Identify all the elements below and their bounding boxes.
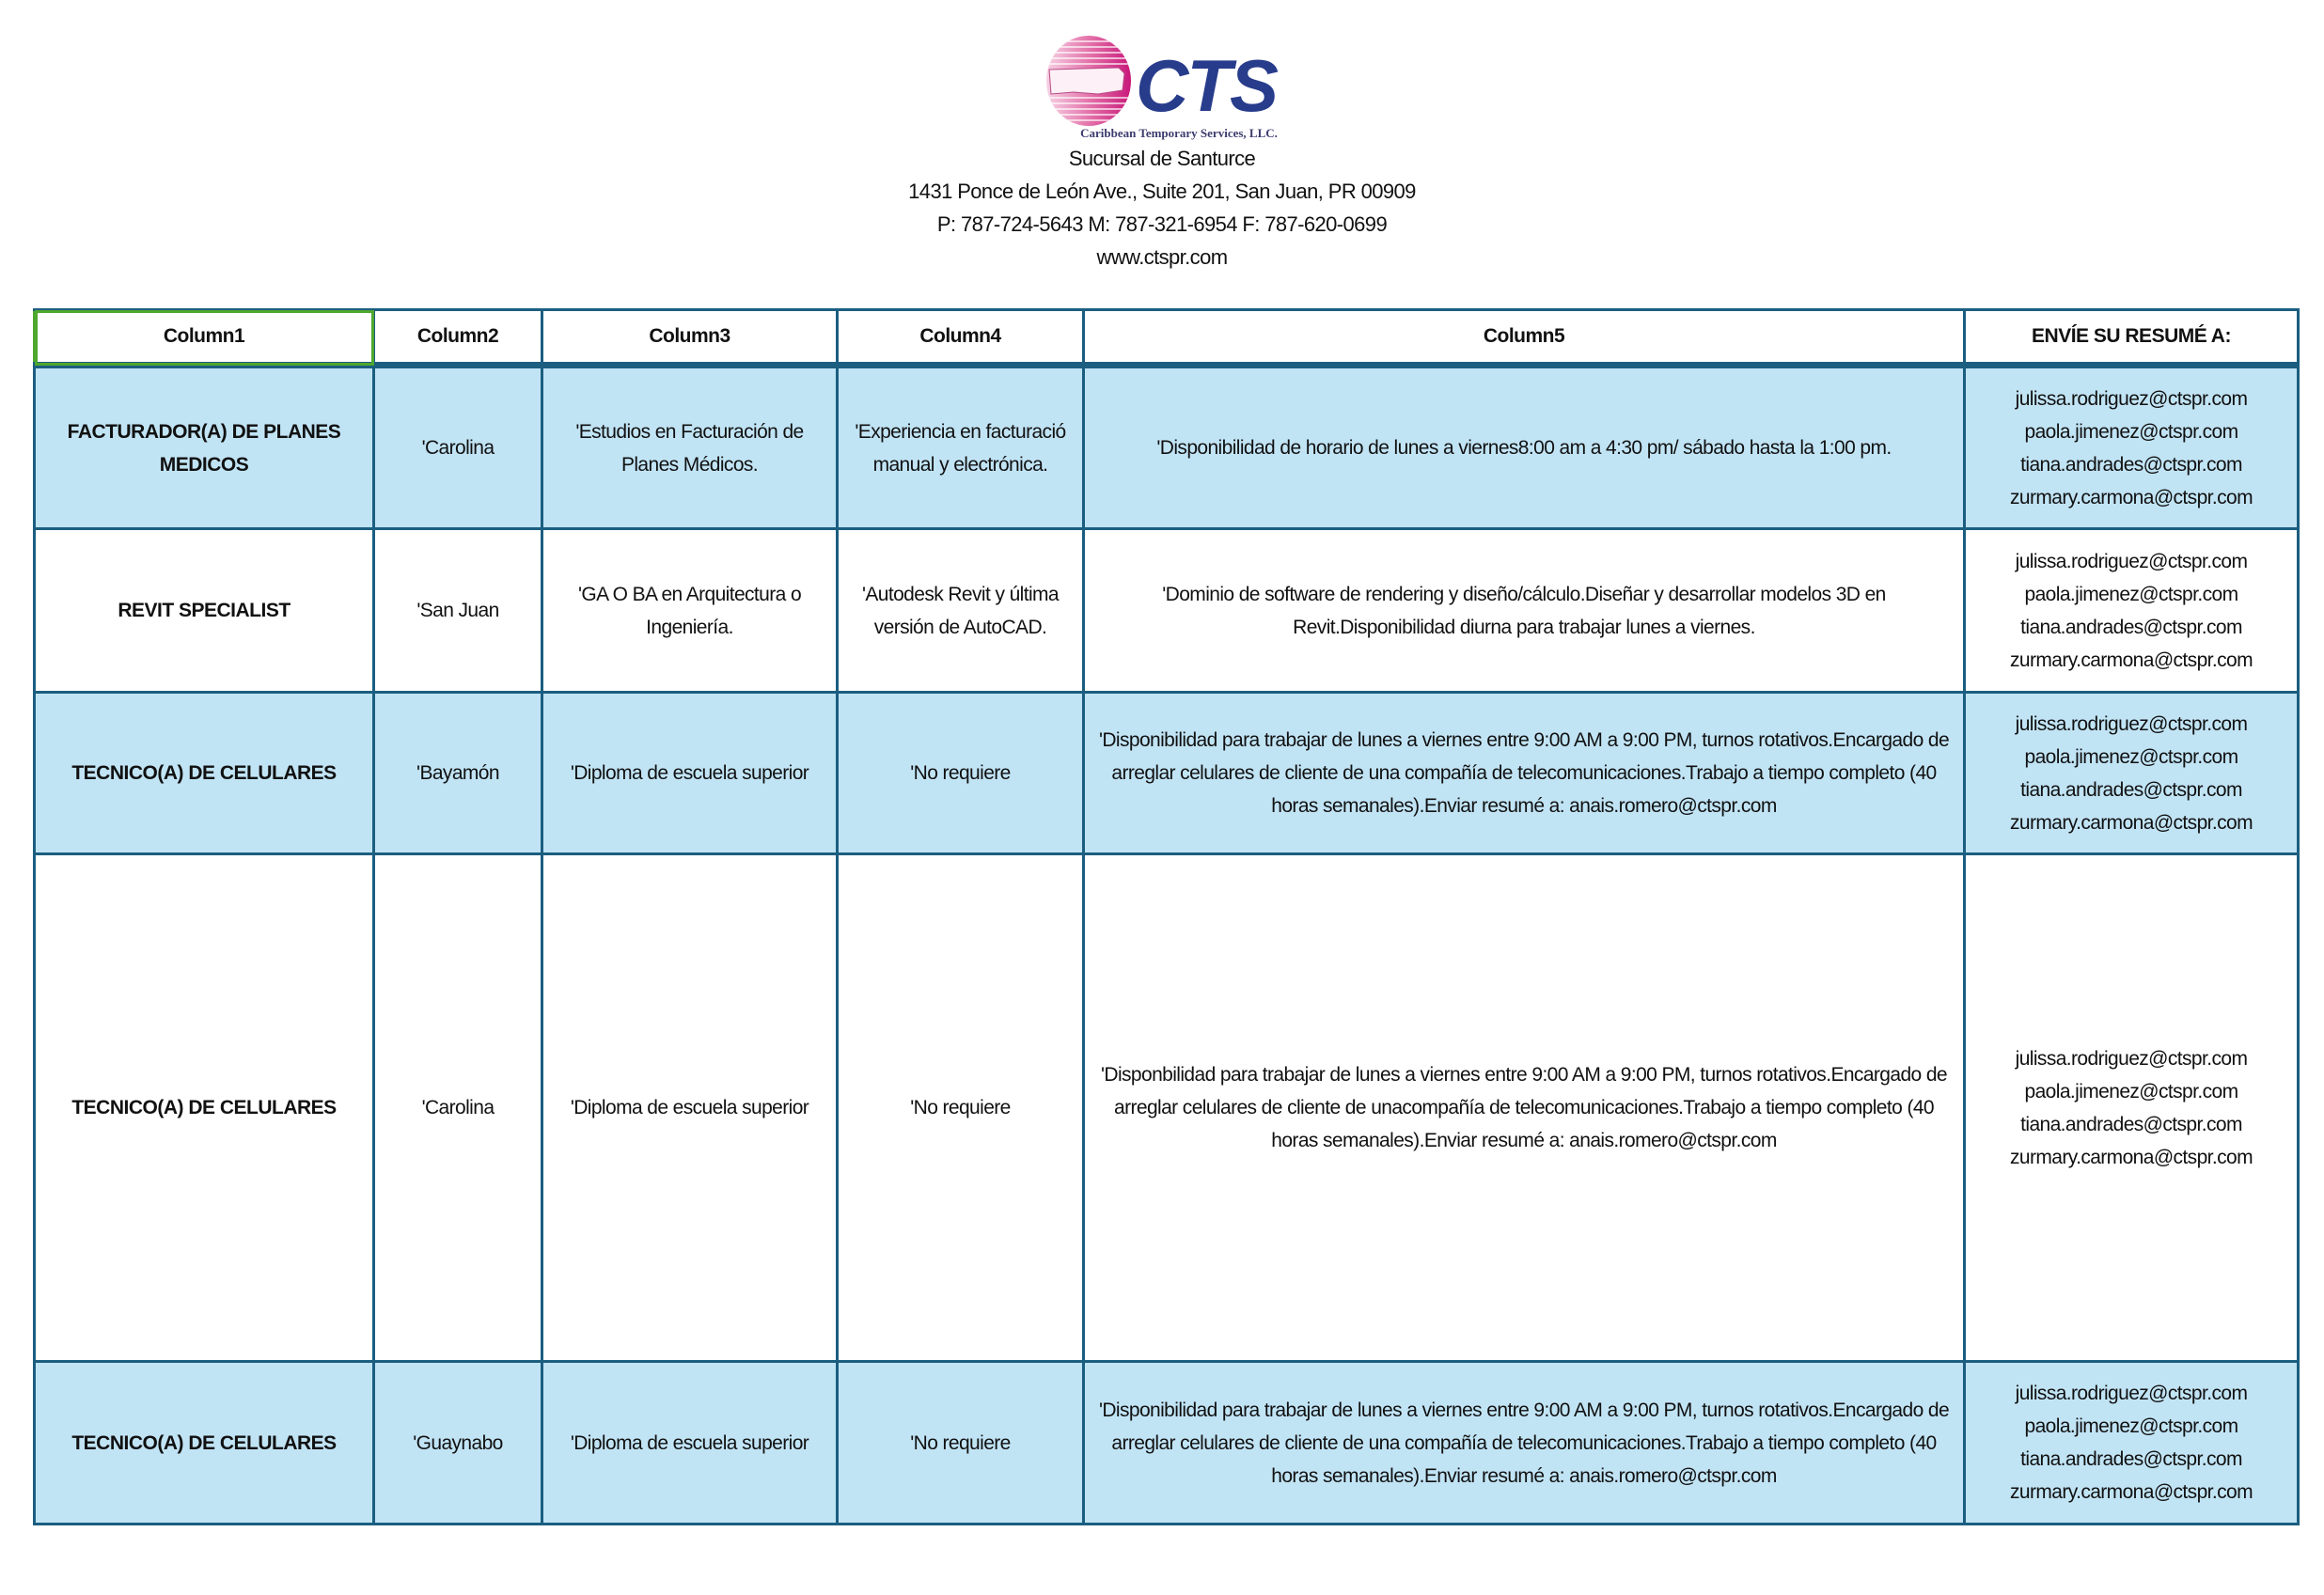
table-row <box>35 1362 2299 1525</box>
branch-address: 1431 Ponce de León Ave., Suite 201, San Juan, PR 00909 <box>908 180 1416 203</box>
cell-location[interactable]: 'Guaynabo <box>374 1362 542 1525</box>
svg-text:CTS: CTS <box>1136 44 1277 127</box>
cell-experience[interactable]: 'No requiere <box>838 1362 1084 1525</box>
cell-experience[interactable]: 'Autodesk Revit y última versión de AutoCAD. <box>838 529 1084 693</box>
cell-education[interactable]: 'Estudios en Facturación de Planes Médicos. <box>542 366 838 529</box>
cell-experience[interactable]: 'No requiere <box>838 854 1084 1362</box>
cell-location[interactable]: 'Bayamón <box>374 693 542 854</box>
cell-emails[interactable] <box>1965 1362 2299 1525</box>
table-row <box>35 529 2299 693</box>
cell-education[interactable]: 'Diploma de escuela superior <box>542 693 838 854</box>
contact-phones: P: 787-724-5643 M: 787-321-6954 F: 787-620-0699 <box>936 212 1388 236</box>
email-link[interactable]: tiana.andrades@ctspr.com <box>2020 616 2242 638</box>
header-column1[interactable]: Column1 <box>35 310 374 366</box>
email-link[interactable]: julissa.rodriguez@ctspr.com <box>2015 1383 2248 1404</box>
cell-experience[interactable]: 'No requiere <box>838 693 1084 854</box>
cell-details[interactable]: 'Disponbilidad para trabajar de lunes a viernes entre 9:00 AM a 9:00 PM, turnos rotativos.Encargado de arreglar celulares de cliente de unacompañía de telecomunicaciones.Trabajo a tiempo completo (40 horas semanales).Enviar resumé a: anais.romero@ctspr.com <box>1084 854 1965 1362</box>
cell-education[interactable]: 'Diploma de escuela superior <box>542 854 838 1362</box>
cell-location[interactable]: 'Carolina <box>374 366 542 529</box>
email-link[interactable]: paola.jimenez@ctspr.com <box>2024 583 2238 605</box>
cell-details[interactable]: 'Disponibilidad para trabajar de lunes a viernes entre 9:00 AM a 9:00 PM, turnos rotativos.Encargado de arreglar celulares de cliente de una compañía de telecomunicaciones.Trabajo a tiempo completo (40 horas semanales).Enviar resumé a: anais.romero@ctspr.com <box>1084 693 1965 854</box>
cell-emails[interactable] <box>1965 366 2299 529</box>
email-link[interactable]: zurmary.carmona@ctspr.com <box>2010 1146 2253 1168</box>
cell-position[interactable]: FACTURADOR(A) DE PLANES MEDICOS <box>35 366 374 529</box>
cell-emails[interactable] <box>1965 854 2299 1362</box>
email-link[interactable]: zurmary.carmona@ctspr.com <box>2010 486 2253 508</box>
header-send-resume[interactable]: ENVÍE SU RESUMÉ A: <box>1965 310 2299 366</box>
email-link[interactable]: paola.jimenez@ctspr.com <box>2024 1415 2238 1437</box>
cell-position[interactable]: TECNICO(A) DE CELULARES <box>35 854 374 1362</box>
email-link[interactable]: paola.jimenez@ctspr.com <box>2024 1080 2238 1102</box>
cell-position[interactable]: TECNICO(A) DE CELULARES <box>35 1362 374 1525</box>
email-link[interactable]: paola.jimenez@ctspr.com <box>2024 745 2238 768</box>
email-link[interactable]: julissa.rodriguez@ctspr.com <box>2015 1047 2248 1070</box>
company-tagline: Caribbean Temporary Services, LLC. <box>1080 126 1278 140</box>
email-link[interactable]: julissa.rodriguez@ctspr.com <box>2015 550 2248 572</box>
email-link[interactable]: zurmary.carmona@ctspr.com <box>2010 811 2253 834</box>
letterhead <box>0 0 2324 282</box>
email-link[interactable]: julissa.rodriguez@ctspr.com <box>2015 712 2248 735</box>
header-column3[interactable]: Column3 <box>542 310 838 366</box>
branch-name: Sucursal de Santurce <box>1068 147 1256 170</box>
cell-details[interactable]: 'Disponibilidad de horario de lunes a viernes8:00 am a 4:30 pm/ sábado hasta la 1:00 pm. <box>1084 366 1965 529</box>
header-column2[interactable]: Column2 <box>374 310 542 366</box>
email-link[interactable]: paola.jimenez@ctspr.com <box>2024 420 2238 443</box>
email-link[interactable]: tiana.andrades@ctspr.com <box>2020 1448 2242 1470</box>
table-row <box>35 854 2299 1362</box>
cell-education[interactable]: 'GA O BA en Arquitectura o Ingeniería. <box>542 529 838 693</box>
job-listings-table <box>33 308 2300 1525</box>
email-link[interactable]: tiana.andrades@ctspr.com <box>2020 1113 2242 1135</box>
cell-details[interactable]: 'Dominio de software de rendering y diseño/cálculo.Diseñar y desarrollar modelos 3D en Revit.Disponibilidad diurna para trabajar lunes a viernes. <box>1084 529 1965 693</box>
company-logo <box>1042 32 1316 141</box>
email-link[interactable]: tiana.andrades@ctspr.com <box>2020 453 2242 476</box>
cell-location[interactable]: 'San Juan <box>374 529 542 693</box>
email-link[interactable]: zurmary.carmona@ctspr.com <box>2010 649 2253 671</box>
header-column5[interactable]: Column5 <box>1084 310 1965 366</box>
table-row <box>35 366 2299 529</box>
table-row <box>35 693 2299 854</box>
cell-emails[interactable] <box>1965 529 2299 693</box>
cell-emails[interactable] <box>1965 693 2299 854</box>
cell-details[interactable]: 'Disponibilidad para trabajar de lunes a viernes entre 9:00 AM a 9:00 PM, turnos rotativos.Encargado de arreglar celulares de cliente de una compañía de telecomunicaciones.Trabajo a tiempo completo (40 horas semanales).Enviar resumé a: anais.romero@ctspr.com <box>1084 1362 1965 1525</box>
table-header-row <box>35 310 2299 366</box>
globe-puerto-rico-icon <box>1042 32 1316 141</box>
cell-location[interactable]: 'Carolina <box>374 854 542 1362</box>
cell-position[interactable]: TECNICO(A) DE CELULARES <box>35 693 374 854</box>
website-link[interactable]: www.ctspr.com <box>1096 245 1228 269</box>
cell-education[interactable]: 'Diploma de escuela superior <box>542 1362 838 1525</box>
header-column4[interactable]: Column4 <box>838 310 1084 366</box>
email-link[interactable]: tiana.andrades@ctspr.com <box>2020 778 2242 801</box>
cell-position[interactable]: REVIT SPECIALIST <box>35 529 374 693</box>
email-link[interactable]: zurmary.carmona@ctspr.com <box>2010 1481 2253 1503</box>
cell-experience[interactable]: 'Experiencia en facturació manual y electrónica. <box>838 366 1084 529</box>
email-link[interactable]: julissa.rodriguez@ctspr.com <box>2015 387 2248 410</box>
